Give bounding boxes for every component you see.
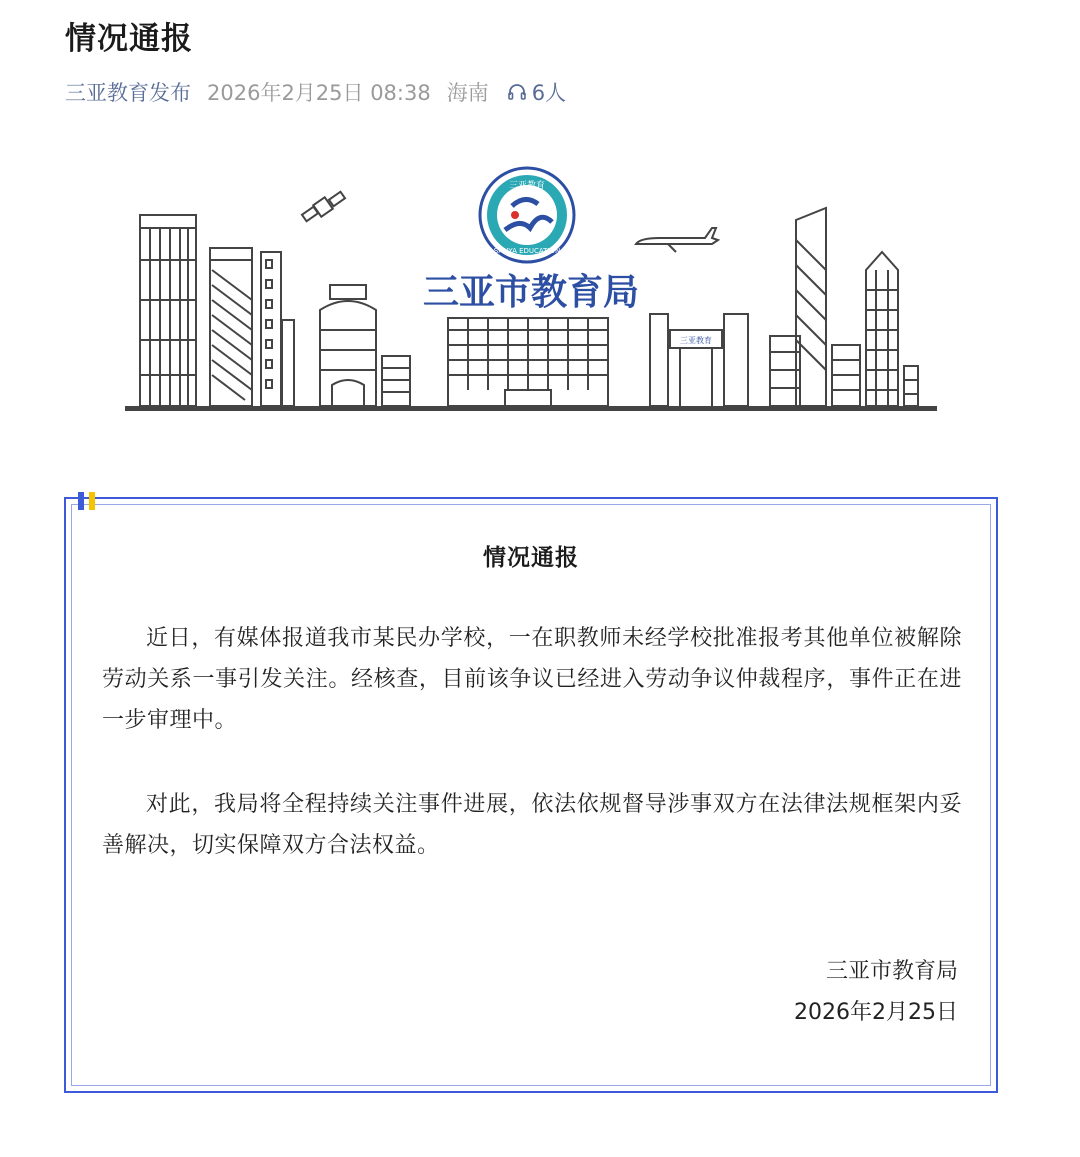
notice-card — [64, 497, 998, 1093]
notice-paragraph-2: 对此，我局将全程持续关注事件进展，依法依规督导涉事双方在法律法规框架内妥善解决，切实保障双方合法权益。 — [102, 792, 962, 858]
listen-count-text: 6人 — [531, 81, 567, 105]
building-cylinder — [320, 285, 410, 406]
notice-title: 情况通报 — [483, 545, 579, 571]
corner-tab-blue — [78, 492, 84, 510]
listen-count[interactable] — [507, 77, 566, 107]
building-diagonal-tower — [770, 208, 826, 406]
building-right-cluster — [832, 252, 918, 406]
banner-illustration — [120, 160, 950, 425]
building-tall-left — [140, 215, 196, 406]
article-meta — [65, 76, 566, 108]
airplane-icon — [636, 228, 718, 252]
building-striped — [210, 248, 252, 406]
notice-date: 2026年2月25日 — [794, 1000, 958, 1025]
building-education-bureau — [448, 318, 608, 406]
account-name-link[interactable]: 三亚教育发布 — [65, 81, 191, 105]
notice-paragraph-1: 近日，有媒体报道我市某民办学校，一在职教师未经学校批准报考其他单位被解除劳动关系一事引发关注。经核查，目前该争议已经进入劳动争议仲裁程序，事件正在进一步审理中。 — [102, 626, 962, 733]
publish-region: 海南 — [446, 81, 489, 105]
corner-tab-yellow — [89, 492, 95, 510]
notice-signature: 三亚市教育局 — [825, 959, 958, 984]
building-windows — [261, 252, 294, 406]
logo-ring-text: SANYA EDUCATION — [493, 247, 561, 255]
banner-org-name: 三亚市教育局 — [422, 272, 640, 313]
headphones-icon — [507, 82, 527, 102]
satellite-icon — [302, 192, 345, 222]
gate-sign-text: 三亚教育 — [680, 336, 712, 345]
building-gate — [650, 314, 748, 406]
publish-time: 2026年2月25日 08:38 — [207, 81, 431, 105]
article-title: 情况通报 — [65, 21, 193, 57]
sanya-education-logo — [480, 168, 574, 262]
logo-top-text: 三亚教育 — [508, 181, 546, 191]
